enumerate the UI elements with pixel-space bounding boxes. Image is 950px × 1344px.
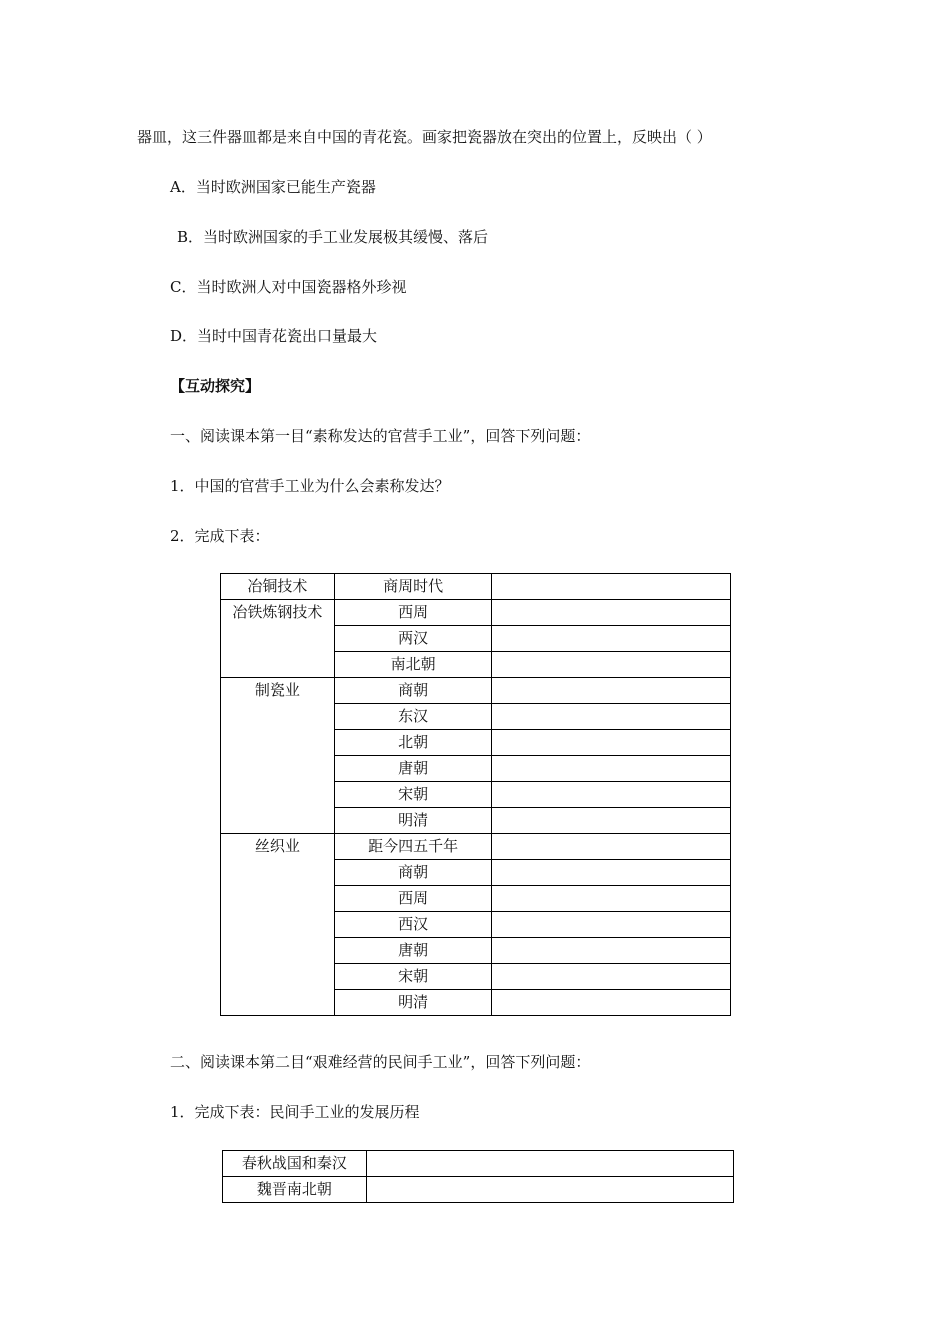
table-row xyxy=(221,574,731,600)
table-row xyxy=(221,678,731,704)
part1-intro: 一、阅读课本第一目“素称发达的官营手工业”，回答下列问题： xyxy=(170,427,591,445)
period-cell: 北朝 xyxy=(334,730,492,756)
handicraft-table xyxy=(220,573,731,1016)
period-cell: 西周 xyxy=(334,600,492,626)
table-row xyxy=(221,834,731,860)
period-cell: 春秋战国和秦汉 xyxy=(223,1151,367,1177)
option-d[interactable]: D．当时中国青花瓷出口量最大 xyxy=(170,327,378,345)
period-cell: 商周时代 xyxy=(334,574,492,600)
answer-cell[interactable] xyxy=(492,678,731,704)
answer-cell[interactable] xyxy=(366,1177,733,1203)
part2-question-1: 1．完成下表：民间手工业的发展历程 xyxy=(170,1103,420,1121)
question-tail: 器皿，这三件器皿都是来自中国的青花瓷。画家把瓷器放在突出的位置上，反映出（ ） xyxy=(137,128,712,146)
part1-question-2: 2．完成下表： xyxy=(170,527,270,545)
period-cell: 西汉 xyxy=(334,912,492,938)
period-cell: 明清 xyxy=(334,990,492,1016)
category-cell: 制瓷业 xyxy=(221,678,335,834)
answer-cell[interactable] xyxy=(492,886,731,912)
answer-cell[interactable] xyxy=(492,808,731,834)
option-a[interactable]: A．当时欧洲国家已能生产瓷器 xyxy=(170,178,376,196)
answer-cell[interactable] xyxy=(492,574,731,600)
answer-cell[interactable] xyxy=(492,730,731,756)
period-cell: 宋朝 xyxy=(334,782,492,808)
option-b[interactable]: B．当时欧洲国家的手工业发展极其缓慢、落后 xyxy=(177,228,489,246)
period-cell: 宋朝 xyxy=(334,964,492,990)
category-cell: 冶铜技术 xyxy=(221,574,335,600)
answer-cell[interactable] xyxy=(492,652,731,678)
period-cell: 魏晋南北朝 xyxy=(223,1177,367,1203)
folk-handicraft-table xyxy=(222,1150,734,1203)
category-cell: 丝织业 xyxy=(221,834,335,1016)
answer-cell[interactable] xyxy=(492,834,731,860)
table-row xyxy=(221,600,731,626)
answer-cell[interactable] xyxy=(492,860,731,886)
answer-cell[interactable] xyxy=(492,964,731,990)
answer-cell[interactable] xyxy=(492,938,731,964)
answer-cell[interactable] xyxy=(492,626,731,652)
answer-cell[interactable] xyxy=(492,756,731,782)
period-cell: 东汉 xyxy=(334,704,492,730)
category-cell: 冶铁炼钢技术 xyxy=(221,600,335,678)
table-row xyxy=(223,1151,734,1177)
answer-cell[interactable] xyxy=(366,1151,733,1177)
table-row xyxy=(223,1177,734,1203)
answer-cell[interactable] xyxy=(492,912,731,938)
period-cell: 明清 xyxy=(334,808,492,834)
period-cell: 西周 xyxy=(334,886,492,912)
answer-cell[interactable] xyxy=(492,600,731,626)
period-cell: 唐朝 xyxy=(334,756,492,782)
part2-intro: 二、阅读课本第二目“艰难经营的民间手工业”，回答下列问题： xyxy=(170,1053,591,1071)
part1-question-1: 1．中国的官营手工业为什么会素称发达？ xyxy=(170,477,450,495)
period-cell: 南北朝 xyxy=(334,652,492,678)
period-cell: 商朝 xyxy=(334,860,492,886)
answer-cell[interactable] xyxy=(492,704,731,730)
period-cell: 商朝 xyxy=(334,678,492,704)
answer-cell[interactable] xyxy=(492,990,731,1016)
period-cell: 距今四五千年 xyxy=(334,834,492,860)
answer-cell[interactable] xyxy=(492,782,731,808)
period-cell: 唐朝 xyxy=(334,938,492,964)
period-cell: 两汉 xyxy=(334,626,492,652)
section-heading: 【互动探究】 xyxy=(170,377,261,395)
option-c[interactable]: C．当时欧洲人对中国瓷器格外珍视 xyxy=(170,278,407,296)
